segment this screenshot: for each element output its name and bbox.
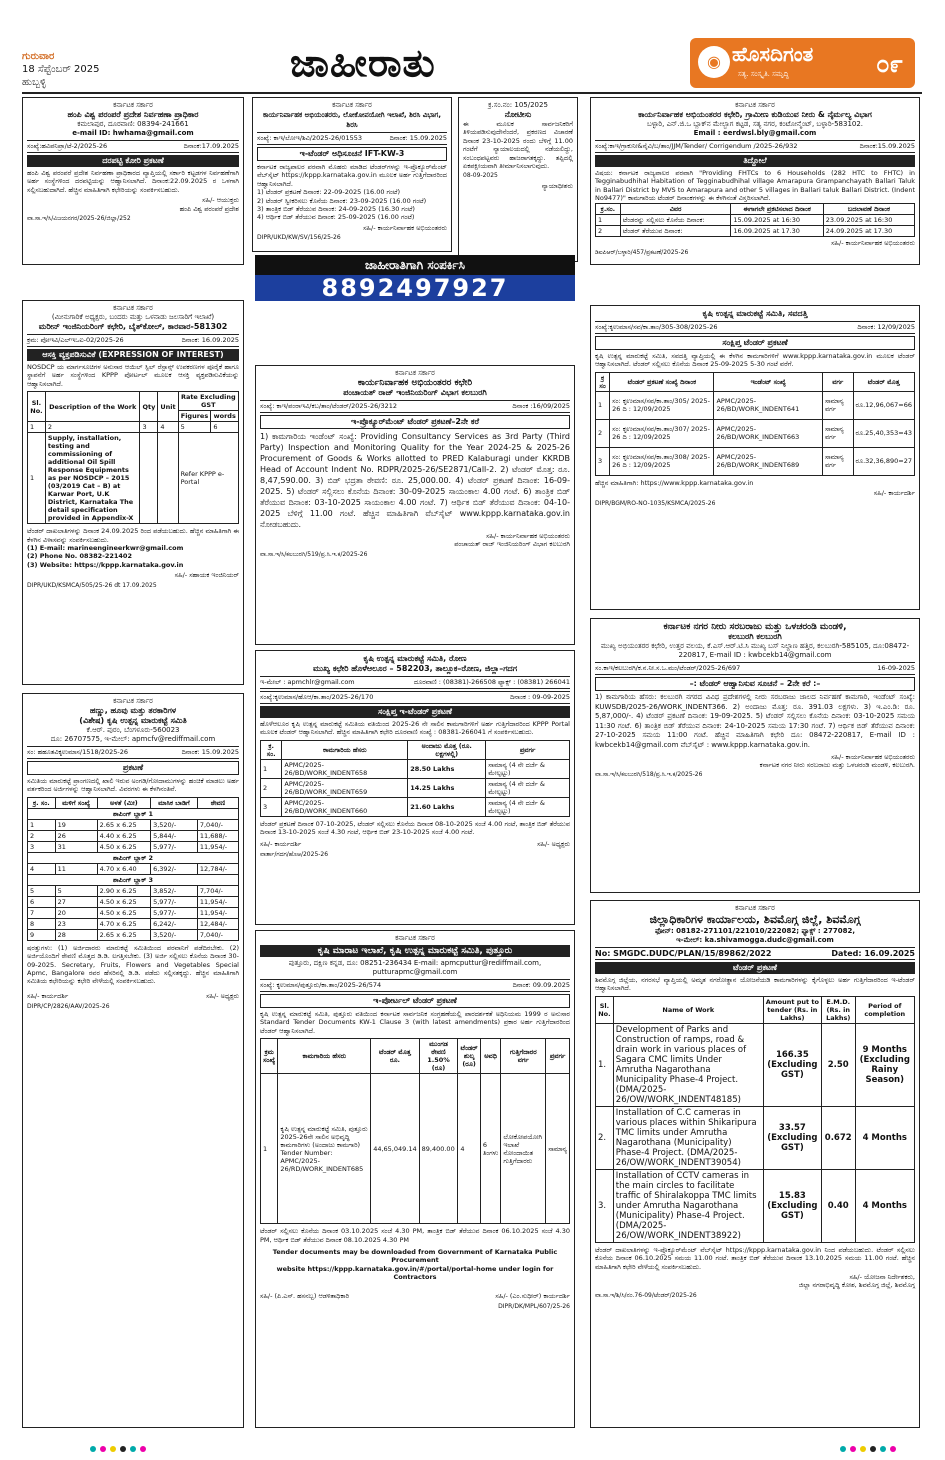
ad-body: ಕೃಷಿ ಉತ್ಪನ್ನ ಮಾರುಕಟ್ಟೆ ಸಮಿತಿ, ಪುತ್ತೂರು ವತಿಯಿಂದ ಕರ್ನಾಟಕ ಸಾರ್ವಜನಿಕ ಸಂಗ್ರಹಣೆಯಲ್ಲಿ ಪಾರದರ್ಶಕತೆ ಅಧಿನಿಯಮ 1999 ರ ಅನುಸಾರ Standard Tender Documents KW-1 Clause 3 (with latest amendments) ಪ್ರಕಾರ ಅರ್ಹ ಗುತ್ತಿಗೆದಾರರಿಂದ ಟೆಂಡರ್ ಆಹ್ವಾನಿಸಲಾಗಿದೆ. (260, 1010, 570, 1035)
ad-address: ಕಮಲಾಪುರ, ದೂರವಾಣಿ: 08394-241661 (77, 120, 189, 128)
ad-org-2: ಕಲಬುರಗಿ ಕಲಬುರಗಿ (728, 632, 782, 641)
ad-heading: ದರಪಟ್ಟಿ ಕೋರಿ ಪ್ರಕಟಣೆ (27, 155, 239, 167)
table-row: 2. Installation of C.C cameras in various places within Shikaripura TMC limits under Amrutha Nagarothana (Municipality) Phase-4 Project. (DMA/2025-26/OW/WORK_INDENT39054) 33.57 (Excluding GST) 0.672 4 Months (596, 1106, 915, 1169)
ad-footer: ವಾ.ಸಾ.ಇ/ಸಿ/ಕಲಬುರಗಿ/519/ಪ್ರ.ಸಿ.ಇ.ಕ/2025-26 (260, 550, 368, 558)
header-divider (22, 92, 922, 94)
ad-org: ಕೃಷಿ ಉತ್ಪನ್ನ ಮಾರುಕಟ್ಟೆ ಸಮಿತಿ, ರೋಣ (363, 654, 467, 663)
ad-body-2: ಟೆಂಡರ್ ದಾಖಲಾತಿಗಳನ್ನು ದಿನಾಂಕ 24.09.2025 ರಿಂದ ಪಡೆಯಬಹುದು. ಹೆಚ್ಚಿನ ಮಾಹಿತಿಗಾಗಿ ಈ ಕೆಳಗಿನ ವಿಳಾಸವನ್ನು ಸಂಪರ್ಕಿಸಬಹುದು. (27, 527, 239, 544)
ad-footer: ವಾ.ಸಾ.ಇ/ಸಿ/ಕಲಬುರಗಿ/518/ಪ್ರ.ಸಿ.ಇ.ಕ/2025-26 (595, 771, 703, 779)
gov-label: ಕರ್ನಾಟಕ ಸರ್ಕಾರ (735, 101, 775, 109)
ad-heading: ತಿದ್ದೋಲೆ (595, 155, 915, 167)
ad-heading: ಪ್ರಕಟಣೆ (27, 761, 239, 775)
ad-signature: ಸಹಿ/- ಕಾರ್ಯದರ್ಶಿ (873, 489, 915, 498)
ad-footer: DIPR/UKD/KW/SV/156/25-26 (257, 234, 341, 242)
ad-footer: DIPR/BGM/RO-NO-1035/KSMCA/2025-26 (595, 499, 716, 507)
ad-body: ಕೃಷಿ ಉತ್ಪನ್ನ ಮಾರುಕಟ್ಟೆ ಸಮಿತಿ, ಸವದತ್ತಿ ವ್ಯಾಪ್ತಿಯಲ್ಲಿ ಈ ಕೆಳಗಿನ ಕಾಮಗಾರಿಗಳಿಗೆ www.kppp.karnataka.gov.in ಮೂಲಕ ಟೆಂಡರ್ ಆಹ್ವಾನಿಸಲಾಗಿದೆ. ಟೆಂಡರ್ ಸಲ್ಲಿಸಲು ಕೊನೆಯ ದಿನಾಂಕ 25-09-2025 5-30 ಗಂಟೆ ವರೆಗೆ. (595, 352, 915, 369)
table-row: 3. Installation of CCTV cameras in the main circles to facilitate traffic of Shiralakoppa TMC limits under Amrutha Nagarothana (Municipality) Phase-4 Project. (DMA/2025-26/OW/WORK_INDENT38922) 15.83 (Excluding GST) 0.40 4 Months (596, 1169, 915, 1242)
ad-signature: ಸಹಿ/- ಕಾರ್ಯನಿರ್ವಾಹಕ ಅಭಿಯಂತರರು (831, 238, 915, 247)
gov-label: ಕರ್ನಾಟಕ ಸರ್ಕಾರ (395, 934, 435, 942)
table-row: 3 APMC/2025-26/BD/WORK_INDENT660 21.60 Lakhs ಸಾಮಾನ್ಯ (4 ನೇ ದರ್ಜೆ & ಮೇಲ್ಪಟ್ಟು) (261, 797, 570, 816)
ad-conditions: ಷರತ್ತುಗಳು: (1) ಅರ್ಜಿದಾರರು ಮಾರುಕಟ್ಟೆ ಸಮಿತಿಯಿಂದ ಪರವಾನಿಗೆ ಪಡೆದಿರಬೇಕು. (2) ಅರ್ಜಿಯೊಂದಿಗೆ ಠೇವಣಿ ಮೊತ್ತದ ಡಿ.ಡಿ. ಲಗತ್ತಿಸಬೇಕು. (3) ಅರ್ಜಿ ಸಲ್ಲಿಸಲು ಕೊನೆಯ ದಿನಾಂಕ 30-09-2025. Secretary, Fruits, Flowers and Vegetables Special Apmc, Bangalore ರವರ ಹೆಸರಿನಲ್ಲಿ ಡಿ.ಡಿ. ಪಡೆದು ಸಲ್ಲಿಸತಕ್ಕದ್ದು. ಹೆಚ್ಚಿನ ಮಾಹಿತಿಗಾಗಿ ಸಮಿತಿಯ ಕಛೇರಿಯನ್ನು ಕಛೇರಿ ವೇಳೆಯಲ್ಲಿ ಸಂಪರ್ಕಿಸಬಹುದು. (27, 943, 239, 986)
ad-signatures (260, 1292, 570, 1301)
shop-table: ಕ್ರ. ಸಂ. ಮಳಿಗೆ ಸಂಖ್ಯೆ ಅಳತೆ (ಮೀ) ಮಾಸಿಕ ಬಾಡಿಗೆ ಠೇವಣಿ ಶಾಪಿಂಗ್ ಬ್ಲಾಕ್ 1 1 19 2.65 x 6.25 3,520/- 7,040/- 2 26 4.40 x 6.25 5,844/- 11,688/- 3 31 4.50 x 6.25 5,977/- 11,954/- ಶಾಪಿಂಗ್ ಬ್ಲಾಕ್ 2 4 11 4.70 x 6.40 6,392/- 12,784/- ಶಾಪಿಂಗ್ ಬ್ಲಾಕ್ 3 5 5 2.90 x 6.25 3,852/- 7,704/- 6 27 4.50 x 6.25 5,977/- 11,954/- 7 20 4.50 x 6.25 5,977/- 11,954/- 8 23 4.70 x 6.25 6,242/- 12,484/- 9 28 2.65 x 6.25 3,520/- 7,040/- (27, 797, 239, 941)
ad-body: ವಿಷಯ: ಕರ್ನಾಟಕ ರಾಜ್ಯಪಾಲರ ಪರವಾಗಿ "Providing FHTCs to 6 Households (282 HTC to FHTC) in Tegginabudhihal Habitation of Tegginabudhihal village Amarapura Grampanchayath Ballari Taluk in Ballari District by MVS to Amarapura and other 5 villages in Ballari taluk Ballari District. (Indent No9477)" ಕಾಮಗಾರಿಯ ಟೆಂಡರ್ ದಿನಾಂಕಗಳನ್ನು ಈ ಕೆಳಗಿನಂತೆ ವಿಸ್ತರಿಸಲಾಗಿದೆ. (595, 169, 915, 203)
gov-label: ಕರ್ನಾಟಕ ಸರ್ಕಾರ (113, 697, 153, 705)
ad-fruits-apmc (22, 693, 244, 1428)
corrigendum-table: ಕ್ರ.ಸಂ. ವಿವರ ಈಗಾಗಲೇ ಪ್ರಕಟಿಸಲಾದ ದಿನಾಂಕ ಬದಲಾವಣೆ ದಿನಾಂಕ 1 ಟೆಂಡರನ್ನು ಸಲ್ಲಿಸಲು ಕೊನೆಯ ದಿನಾಂಕ: 15.09.2025 at 16:30 23.09.2025 at 16:30 2 ಟೆಂಡರ್ ತೆರೆಯುವ ದಿನಾಂಕ: 16.09.2025 at 17.30 24.09.2025 at 17.30 (595, 203, 915, 237)
ad-address: ಪುತ್ತೂರು, ದಕ್ಷಿಣ ಕನ್ನಡ, ದೂ: 08251-236434 E-mail: apmcputtur@rediffmail.com, putturapmc@gmail.com (288, 959, 542, 976)
ad-ballari-corrigendum (590, 97, 920, 265)
ad-body: ಹೊಳೆಆಲೂರ ಕೃಷಿ ಉತ್ಪನ್ನ ಮಾರುಕಟ್ಟೆ ಸಮಿತಿಯ ವತಿಯಿಂದ 2025-26 ನೇ ಸಾಲಿನ ಕಾಮಗಾರಿಗಳಿಗೆ ಅರ್ಹ ಗುತ್ತಿಗೆದಾರರಿಂದ KPPP Portal ಮೂಲಕ ಟೆಂಡರ್ ಆಹ್ವಾನಿಸಲಾಗಿದೆ. ಹೆಚ್ಚಿನ ಮಾಹಿತಿಗಾಗಿ ಕಛೇರಿ ದೂರವಾಣಿ ಸಂಖ್ಯೆ : 08381-266041 ಗೆ ಸಂಪರ್ಕಿಸಬಹುದು. (260, 720, 570, 737)
signature-left: ಸಹಿ/- (ಪಿ.ಎಸ್. ಹಸನಬ್ಬ) ಆಡಳಿತಾಧಿಕಾರಿ (260, 1291, 350, 1300)
ad-ref: ಸಂಖ್ಯೆ: ಕೃಉಮಾಸ/ಪುತ್ತೂರು/ಕಾ.ತಾಂ/2025-26/574 ದಿನಾಂಕ: 09.09.2025 (260, 979, 570, 992)
eoi-table: Sl. No. Description of the Work Qty Unit Rate Excluding GST Figures words 1 2 3 4 5 6 1 Supply, installation, testing and commissioning of additional Oil Spill Response Equipments as per NOSDCP – 2015 (03/2019 Cat – B) at Karwar Port, U.K District, Karnataka The detail specification provided in Appendix-X Refer KPPP e-Portal (27, 391, 239, 524)
ad-signature: ಸಹಿ/- ಯೋಜನಾ ನಿರ್ದೇಶಕರು, ಜಿಲ್ಲಾ ನಗರಾಭಿವೃದ್ಧಿ ಕೋಶ, ಶಿವಮೊಗ್ಗ ಜಿಲ್ಲೆ, ಶಿವಮೊಗ್ಗ (798, 1273, 915, 1290)
ad-email: e-mail ID: hwhama@gmail.com (72, 129, 194, 137)
ad-savadatti-apmc (590, 305, 920, 610)
ad-signature: ಸಹಿ/- ಕಾರ್ಯನಿರ್ವಾಹಕ ಅಭಿಯಂತರರು (363, 223, 447, 232)
ad-org: ಕಾರ್ಯನಿರ್ವಾಹಕ ಅಭಿಯಂತರರು, ಲೋಕೋಪಯೋಗಿ ಇಲಾಖೆ, ಶಿರಸಿ ವಿಭಾಗ, ಶಿರಸಿ (262, 111, 442, 129)
ad-hampi (22, 97, 244, 265)
ad-body: NOSDCP ಯ ಮಾರ್ಗಸೂಚಿಗಳ ಅನುಸಾರ ಆಯಿಲ್ ಸ್ಪಿಲ್ ರೆಸ್ಪಾನ್ಸ್ ಉಪಕರಣಗಳ ಪೂರೈಕೆ ಹಾಗೂ ಸ್ಥಾಪನೆಗೆ ಅರ್ಹ ಸಂಸ್ಥೆಗಳಿಂದ KPPP ಪೋರ್ಟಲ್ ಮೂಲಕ ಆಸಕ್ತಿ ವ್ಯಕ್ತಪಡಿಸುವಿಕೆಯನ್ನು ಆಹ್ವಾನಿಸಲಾಗಿದೆ. (27, 363, 239, 388)
header-day: ಗುರುವಾರ (22, 51, 55, 62)
ad-ref: ಕ್ರಮ: ಪೋಇವಿ/ಎಲ್‌ಇಒಐ-02/2025-26 ದಿನಾಂಕ: 16.09.2025 (27, 334, 239, 347)
gov-label: ಕರ್ನಾಟಕ ಸರ್ಕಾರ (395, 369, 435, 377)
ad-body: 1) ಕಾಮಗಾರಿಯ ಹೆಸರು: ಕಲಬುರಗಿ ನಗರದ ವಿವಿಧ ಪ್ರದೇಶಗಳಲ್ಲಿ ನೀರು ಸರಬರಾಜು ಜಾಲದ ನಿರ್ವಹಣೆ ಕಾಮಗಾರಿ, ಇಂಡೆಂಟ್ ಸಂಖ್ಯೆ: KUWSDB/2025-26/WORK_INDENT366. 2) ಅಂದಾಜು ಮೊತ್ತ: ರೂ. 391.03 ಲಕ್ಷಗಳು. 3) ಇ.ಎಂ.ಡಿ: ರೂ. 5,87,000/-. 4) ಟೆಂಡರ್ ಪ್ರಕಟಣೆ ದಿನಾಂಕ: 19-09-2025. 5) ಟೆಂಡರ್ ಸಲ್ಲಿಸಲು ಕೊನೆಯ ದಿನಾಂಕ: 03-10-2025 ಸಮಯ 11:30 ಗಂಟೆ. 6) ತಾಂತ್ರಿಕ ಬಿಡ್ ತೆರೆಯುವ ದಿನಾಂಕ: 24-10-2025 ಸಮಯ 17:30 ಗಂಟೆ. 7) ಆರ್ಥಿಕ ಬಿಡ್ ತೆರೆಯುವ ದಿನಾಂಕ: 27-10-2025 ಸಮಯ 11:00 ಗಂಟೆ. ಹೆಚ್ಚಿನ ಮಾಹಿತಿಗಾಗಿ ಕಛೇರಿ ದೂ: 08472-220817, E-mail ID : kwbcekb14@gmail.com ವೆಬ್‌ಸೈಟ್ : www.kppp.karnataka.gov.in. (595, 693, 915, 749)
ad-address: ಮುಖ್ಯ ಅಭಿಯಂತರರ ಕಛೇರಿ, ಉತ್ತರ ವಲಯ, ಕೆ.ಎಸ್.ಆರ್.ಟಿ.ಸಿ ಮುಖ್ಯ ಬಸ್ ನಿಲ್ದಾಣ ಹತ್ತಿರ, ಕಲಬುರಗಿ-585105, ದೂ:08472-220817, E-mail ID : kwbcekb14@gmail.com (600, 642, 910, 659)
table-row: 2 ಟೆಂಡರ್ ತೆರೆಯುವ ದಿನಾಂಕ: 16.09.2025 at 17.30 24.09.2025 at 17.30 (596, 225, 915, 236)
ad-kalaburagi-pred (255, 365, 575, 645)
ad-signatures (27, 992, 239, 1001)
ad-date-1: 1) ಟೆಂಡರ್ ಪ್ರಕಟಣೆ ದಿನಾಂಕ: 22-09-2025 (16.00 ಗಂಟೆ) (257, 188, 400, 197)
signature-left: ಸಹಿ/- ಕಾರ್ಯದರ್ಶಿ (260, 839, 302, 848)
header-dateline (22, 50, 102, 89)
ad-phone: ದೂ: 26707575, ಇ-ಮೇಲ್: apmcfv@rediffmail.com (50, 735, 216, 743)
ad-kuwsdb-kalaburagi (590, 618, 920, 893)
ad-signature: ಸಹಿ/- ಆಯುಕ್ತರು ಹಂಪಿ ವಿಶ್ವ ಪರಂಪರೆ ಪ್ರದೇಶ (179, 196, 239, 213)
gov-label: ಕರ್ನಾಟಕ ಸರ್ಕಾರ (735, 904, 775, 912)
table-row: 8 23 4.70 x 6.25 6,242/- 12,484/- (28, 918, 239, 929)
table-row: 1 19 2.65 x 6.25 3,520/- 7,040/- (28, 819, 239, 830)
tender-table: ಕ್ರಮ ಸಂಖ್ಯೆ ಕಾಮಗಾರಿಯ ಹೆಸರು ಟೆಂಡರ್ ಮೊತ್ತ ರೂ. ಮುಂಗಡ ಠೇವಣಿ 1.50% (ರೂ) ಟೆಂಡರ್ ಶುಲ್ಕ (ರೂ) ಅವಧಿ ಗುತ್ತಿಗೆದಾರರ ವರ್ಗ ಪ್ರವರ್ಗ 1 ಕೃಷಿ ಉತ್ಪನ್ನ ಮಾರುಕಟ್ಟೆ ಸಮಿತಿ, ಪುತ್ತೂರು 2025-26ನೇ ಸಾಲಿನ ಅಭಿವೃದ್ಧಿ ಕಾಮಗಾರಿಗಳು (ಅಂದಾಜು ಕಾಮಗಾರಿ) Tender Number: APMC/2025-26/RD/WORK_INDENT685 44,65,049.14 89,400.00 4 6 ತಿಂಗಳು ಲೋಕೋಪಯೋಗಿ ಇಲಾಖೆ ನೋಂದಾಯಿತ ಗುತ್ತಿಗೆದಾರರು ಸಾಮಾನ್ಯ (260, 1038, 570, 1224)
table-row: 3 ಸಂ: ಕೃಉಮಾಸ/ಸವ/ಕಾ.ತಾಂ/308/ 2025-26 ದಿ : 12/09/2025 APMC/2025-26/BD/WORK_INDENT689 ಸಾಮಾನ್ಯ ವರ್ಗ ರೂ.32,36,890=27 (596, 447, 915, 475)
ad-org: ಕಾರ್ಯನಿರ್ವಾಹಕ ಅಭಿಯಂತರರ ಕಛೇರಿ, ಗ್ರಾಮೀಣ ಕುಡಿಯುವ ನೀರು & ನೈರ್ಮಲ್ಯ ವಿಭಾಗ (638, 110, 872, 119)
ad-footer: DIPR/UKD/KSMCA/505/25-26 dt 17.09.2025 (27, 581, 157, 589)
signature-right: ಸಹಿ/- (ಎಂ.ಸುಧೀರ್) ಕಾರ್ಯದರ್ಶಿ (495, 1291, 570, 1300)
ad-web-line-2: website https://kppp.karnataka.gov.in/#/portal/portal-home under login for Contractors (276, 1264, 554, 1282)
contact-email: (1) E-mail: marineengineerkwr@gmail.com (27, 544, 184, 553)
ad-address: ಬಳ್ಳಾರಿ, ಎನ್.ಜಿ.ಒ ಬ್ಲಾಕ್‌ನ ಮೇಲ್ಭಾಗ ಕಟ್ಟಡ, ಸತ್ಯ ನಗರ, ಕಂಟೋನ್ಮೆಂಟ್, ಬಳ್ಳಾರಿ-583102. (646, 120, 864, 128)
ad-body: ಹಂಪಿ ವಿಶ್ವ ಪರಂಪರೆ ಪ್ರದೇಶ ನಿರ್ವಹಣಾ ಪ್ರಾಧಿಕಾರದ ವ್ಯಾಪ್ತಿಯಲ್ಲಿ ಸರ್ಕಾರಿ ಕಟ್ಟಡಗಳ ನಿರ್ವಹಣೆಗಾಗಿ ಅರ್ಹ ಸಂಸ್ಥೆಗಳಿಂದ ದರಪಟ್ಟಿಯನ್ನು ಆಹ್ವಾನಿಸಲಾಗಿದೆ. ದಿನಾಂಕ:22.09.2025 ರ ಒಳಗಾಗಿ ಸಲ್ಲಿಸಬಹುದಾಗಿದೆ. ಹೆಚ್ಚಿನ ಮಾಹಿತಿಗಾಗಿ ಕಛೇರಿಯನ್ನು ಸಂಪರ್ಕಿಸಬಹುದು. (27, 169, 239, 194)
ad-org: (ಮೀನುಗಾರಿಕೆ ಅಧ್ಯಕ್ಷರು, ಬಂದರು ಮತ್ತು ಒಳನಾಡು ಜಲಸಾರಿಗೆ ಇಲಾಖೆ) (51, 313, 215, 321)
ad-ref: ಸಂಖ್ಯೆ:ಕಾಇ/ಗ್ರಾಕುನೀ&ನೈವಿ/ಬ/ತಾಂ/JJM/Tender/ Corrigendum /2025-26/932 ದಿನಾಂಕ:15.09.2025 (595, 140, 915, 153)
ad-org-address: ಮರೀನ್ ಇಂಜಿನಿಯರಿಂಗ್ ಕಛೇರಿ, ಬೈತ್‌ಕೋಲ್, ಕಾರವಾರ-581302 (38, 322, 228, 331)
ad-body: ಸಮಿತಿಯ ಮಾರುಕಟ್ಟೆ ಪ್ರಾಂಗಣದಲ್ಲಿ ಖಾಲಿ ಇರುವ ಅಂಗಡಿ/ಗೋದಾಮುಗಳನ್ನು ಹಂಚಿಕೆ ಮಾಡಲು ಅರ್ಹ ವರ್ತಕರಿಂದ ಅರ್ಜಿಗಳನ್ನು ಆಹ್ವಾನಿಸಲಾಗಿದೆ. ವಿವರಗಳು ಈ ಕೆಳಗಿನಂತಿವೆ. (27, 777, 239, 794)
ad-ref: ಸಂ: ಹಹೂತವಿಕೃಉಮಾಸ/1518/2025-26 ದಿನಾಂಕ: 15.09.2025 (27, 746, 239, 759)
ad-heading: ಇ-ಪ್ರೊಕ್ಯೂರ್‌ಮೆಂಟ್ ಟೆಂಡರ್ ಪ್ರಕಟಣೆ–2ನೇ ಕರೆ (260, 415, 570, 429)
ad-org: ಕೃಷಿ ಉತ್ಪನ್ನ ಮಾರುಕಟ್ಟೆ ಸಮಿತಿ, ಸವದತ್ತಿ (702, 309, 808, 318)
ad-org-2: (ವಿಶೇಷ) ಕೃಷಿ ಉತ್ಪನ್ನ ಮಾರುಕಟ್ಟೆ ಸಮಿತಿ (79, 716, 187, 725)
ad-footer: DIPR/DK/MPL/607/25-26 (498, 1302, 570, 1310)
table-row: 2 APMC/2025-26/BD/WORK_INDENT659 14.25 Lakhs ಸಾಮಾನ್ಯ (4 ನೇ ದರ್ಜೆ & ಮೇಲ್ಪಟ್ಟು) (261, 778, 570, 797)
ad-ref: ಸಂಖ್ಯೆ: ಕಾಇ/ಪಂರಾಇವಿ/ಕಬ/ತಾಂ/ಟೆಂಡರ್/2025-26/3212 ದಿನಾಂಕ :16/09/2025 (260, 400, 570, 413)
ad-org-2: ಪಂಚಾಯತ್ ರಾಜ್ ಇಂಜಿನಿಯರಿಂಗ್ ವಿಭಾಗ ಕಲಬುರಗಿ (343, 388, 487, 397)
ad-org: ಹಣ್ಣು, ಹೂವು ಮತ್ತು ತರಕಾರಿಗಳ (89, 706, 177, 715)
table-row: 1 ಸಂ: ಕೃಉಮಾಸ/ಸವ/ಕಾ.ತಾಂ/305/ 2025-26 ದಿ : 12/09/2025 APMC/2025-26/BD/WORK_INDENT641 ಸಾಮಾನ್ಯ ವರ್ಗ ರೂ.12,96,067=66 (596, 391, 915, 419)
ad-phone: ಫೋನ್: 08182-271101/221010/222082; ಫ್ಯಾಕ್ಸ್ : 277082, (654, 927, 856, 935)
works-table: Sl. No. Name of Work Amount put to tender (Rs. in Lakhs) E.M.D. (Rs. in Lakhs) Period of completion 1. Development of Parks and Construction of ramps, road & drain work in various places of Sagara CMC limits Under Amrutha Nagarothana Municipality Phase-4 Project. (DMA/2025-26/OW/WORK_INDENT48185) 166.35 (Excluding GST) 2.50 9 Months (Excluding Rainy Season) 2. Installation of C.C cameras in various places within Shikaripura TMC limits under Amrutha Nagarothana (Municipality) Phase-4 Project. (DMA/2025-26/OW/WORK_INDENT39054) 33.57 (Excluding GST) 0.672 4 Months 3. Installation of CCTV cameras in the main circles to facilitate traffic of Shiralakoppa TMC limits under Amrutha Nagarothana (Municipality) Phase-4 Project. (DMA/2025-26/OW/WORK_INDENT38922) 15.83 (Excluding GST) 0.40 4 Months (595, 996, 915, 1243)
page-number: ೦೯ (876, 50, 903, 78)
ad-footer: ವಾರ್ತಾ/ಗದಗ/ಹೊಆ/2025-26 (260, 850, 329, 858)
ad-ron-apmc (255, 650, 575, 925)
ad-heading: ಇ-ಪೋರ್ಟಲ್ ಟೆಂಡರ್ ಪ್ರಕಟಣೆ (260, 994, 570, 1008)
ad-pwd-sirsi (252, 97, 452, 252)
page-title: ಜಾಹೀರಾತು (290, 40, 436, 85)
table-row: 1 ಕೃಷಿ ಉತ್ಪನ್ನ ಮಾರುಕಟ್ಟೆ ಸಮಿತಿ, ಪುತ್ತೂರು 2025-26ನೇ ಸಾಲಿನ ಅಭಿವೃದ್ಧಿ ಕಾಮಗಾರಿಗಳು (ಅಂದಾಜು ಕಾಮಗಾರಿ) Tender Number: APMC/2025-26/RD/WORK_INDENT685 44,65,049.14 89,400.00 4 6 ತಿಂಗಳು ಲೋಕೋಪಯೋಗಿ ಇಲಾಖೆ ನೋಂದಾಯಿತ ಗುತ್ತಿಗೆದಾರರು ಸಾಮಾನ್ಯ (261, 1074, 570, 1224)
ad-footer: ವಾ.ಸಾ.ಇ/ಶಿ/ಸಿ/ನಂ.76-09/ಟೆಂಡರ್/2025-26 (595, 1291, 697, 1299)
newspaper-logo (690, 38, 915, 88)
ad-ref: ಸಂಖ್ಯೆ: ಕಾಇ/ಲೋಇ/ಶಿವಿ/2025-26/01553 ದಿನಾಂಕ: 15.09.2025 (257, 132, 447, 145)
ad-puttur-apmc (255, 930, 575, 1428)
ad-footer: DIPR/CP/2826/AAV/2025-26 (27, 1002, 110, 1010)
table-row: 1 ಟೆಂಡರನ್ನು ಸಲ್ಲಿಸಲು ಕೊನೆಯ ದಿನಾಂಕ: 15.09.2025 at 16:30 23.09.2025 at 16:30 (596, 214, 915, 225)
ad-ref: ಸಂಖ್ಯೆ:ಕೃಉಮಾಸ/ಹೊಆ/ಕಾ.ತಾಂ/2025-26/170 ದಿನಾಂಕ : 09-09-2025 (260, 691, 570, 704)
table-row: 7 20 4.50 x 6.25 5,977/- 11,954/- (28, 907, 239, 918)
ad-contact-number: 8892497927 (255, 275, 575, 301)
signature-right: ಸಹಿ/- ಅಧ್ಯಕ್ಷರು (537, 839, 570, 848)
contact-website: (3) Website: https://kppp.karnataka.gov.in (27, 560, 184, 569)
contact-phone: (2) Phone No. 08382-221402 (27, 552, 132, 561)
ad-ref: ಸಂ.ಕಾಇ/ಕಲಬುರಗಿ/ಕ.ನ.ನೀ.ಸ.ಒ.ಮಂ/ಟೆಂಡರ್/2025-26/697 16-09-2025 (595, 662, 915, 675)
ad-signature: ನ್ಯಾಯಾಧೀಶರು (541, 182, 573, 191)
ad-contact: ಇ-ಮೇಲ್ : apmchlr@gmail.com ದೂರವಾಣಿ : (08381)-266508 ಫ್ಯಾಕ್ಸ್ : (08381) 266041 (260, 676, 570, 689)
ad-footer: ಡಿಐಪಿಆರ್/ಬಳ್ಳಾರಿ/457/ಪ್ರಕಟಣೆ/2025-26 (595, 249, 689, 257)
table-row: 3 31 4.50 x 6.25 5,977/- 11,954/- (28, 841, 239, 852)
ad-org: ಕಾರ್ಯನಿರ್ವಾಹಕ ಅಭಿಯಂತರರ ಕಛೇರಿ (357, 378, 473, 388)
tender-table: ಕ್ರ ಸಂ ಟೆಂಡರ್ ಪ್ರಕಟಣೆ ಸಂಖ್ಯೆ ದಿನಾಂಕ ಇಂಡೆಂಟ್ ಸಂಖ್ಯೆ ವರ್ಗ ಟೆಂಡರ್ ಮೊತ್ತ 1 ಸಂ: ಕೃಉಮಾಸ/ಸವ/ಕಾ.ತಾಂ/305/ 2025-26 ದಿ : 12/09/2025 APMC/2025-26/BD/WORK_INDENT641 ಸಾಮಾನ್ಯ ವರ್ಗ ರೂ.12,96,067=66 2 ಸಂ: ಕೃಉಮಾಸ/ಸವ/ಕಾ.ತಾಂ/307/ 2025-26 ದಿ : 12/09/2025 APMC/2025-26/BD/WORK_INDENT663 ಸಾಮಾನ್ಯ ವರ್ಗ ರೂ.25,40,353=43 3 ಸಂ: ಕೃಉಮಾಸ/ಸವ/ಕಾ.ತಾಂ/308/ 2025-26 ದಿ : 12/09/2025 APMC/2025-26/BD/WORK_INDENT689 ಸಾಮಾನ್ಯ ವರ್ಗ ರೂ.32,36,890=27 (595, 372, 915, 476)
ad-footer: ವಾ.ಸಾ.ಇ/ಸಿ/ವಿಜಯನಗರ/2025-26/ಜಿಲ್ಲಾ/252 (27, 215, 131, 223)
gov-label: ಕರ್ನಾಟಕ ಸರ್ಕಾರ (332, 101, 372, 109)
ad-dates: ಟೆಂಡರ್ ಸಲ್ಲಿಸಲು ಕೊನೆಯ ದಿನಾಂಕ 03.10.2025 ಸಂಜೆ 4.30 PM, ತಾಂತ್ರಿಕ ಬಿಡ್ ತೆರೆಯುವ ದಿನಾಂಕ 06.10.2025 ಸಂಜೆ 4.30 PM, ಆರ್ಥಿಕ ಬಿಡ್ ತೆರೆಯುವ ದಿನಾಂಕ 08.10.2025 4.30 PM (260, 1227, 570, 1244)
ad-dates: ಟೆಂಡರ್ ಪ್ರಕಟಣೆ ದಿನಾಂಕ 07-10-2025, ಟೆಂಡರ್ ಸಲ್ಲಿಸಲು ಕೊನೆಯ ದಿನಾಂಕ 08-10-2025 ಸಂಜೆ 4.00 ಗಂಟೆ, ತಾಂತ್ರಿಕ ಬಿಡ್ ತೆರೆಯುವ ದಿನಾಂಕ 13-10-2025 ಸಂಜೆ 4.30 ಗಂಟೆ, ಆರ್ಥಿಕ ಬಿಡ್ 23-10-2025 ಸಂಜೆ 4.00 ಗಂಟೆ. (260, 819, 570, 837)
table-row: 1. Development of Parks and Construction of ramps, road & drain work in various places of Sagara CMC limits Under Amrutha Nagarothana Municipality Phase-4 Project. (DMA/2025-26/OW/WORK_INDENT48185) 166.35 (Excluding GST) 2.50 9 Months (Excluding Rainy Season) (596, 1023, 915, 1106)
registration-marks-right (840, 1446, 896, 1452)
ad-heading: ಸಂಕ್ಷಿಪ್ತ ಟೆಂಡರ್ ಪ್ರಕಟಣೆ (595, 336, 915, 350)
registration-marks-left (90, 1446, 146, 1452)
table-row: 9 28 2.65 x 6.25 3,520/- 7,040/- (28, 929, 239, 940)
ad-signature: ಸಹಿ/- ಸಹಾಯಕ ಇಂಜಿನಿಯರ್ (174, 571, 239, 580)
table-row: 5 5 2.90 x 6.25 3,852/- 7,704/- (28, 885, 239, 896)
ad-web-line-1: Tender documents may be downloaded from Government of Karnataka Public Procurement (272, 1248, 558, 1265)
ad-body: ಕರ್ನಾಟಕ ರಾಜ್ಯಪಾಲರ ಪರವಾಗಿ ಮೊಹರು ಮಾಡಿದ ಟೆಂಡರ್‌ಗಳನ್ನು ಇ-ಪ್ರೊಕ್ಯೂರ್‌ಮೆಂಟ್ ವೆಬ್‌ಸೈಟ್ https://kppp.karnataka.gov.in ಮೂಲಕ ಅರ್ಹ ಗುತ್ತಿಗೆದಾರರಿಂದ ಆಹ್ವಾನಿಸಲಾಗಿದೆ. (257, 163, 447, 188)
ad-org-2: ಮುಖ್ಯ ಕಛೇರಿ ಹೊಳೆಆಲೂರ – 582203, ತಾಲ್ಲೂಕ–ರೋಣ, ಜಿಲ್ಲಾ–ಗದಗ (312, 664, 518, 673)
ad-shivamogga-dc (590, 900, 920, 1428)
ad-date-4: 4) ಆರ್ಥಿಕ ಬಿಡ್ ತೆರೆಯುವ ದಿನಾಂಕ: 25-09-2025 (16.00 ಗಂಟೆ) (257, 213, 415, 222)
table-row: 2 26 4.40 x 6.25 5,844/- 11,688/- (28, 830, 239, 841)
table-row: 1 APMC/2025-26/BD/WORK_INDENT658 28.50 Lakhs ಸಾಮಾನ್ಯ (4 ನೇ ದರ್ಜೆ & ಮೇಲ್ಪಟ್ಟು) (261, 759, 570, 778)
ad-body: ಶಿವಮೊಗ್ಗ ಜಿಲ್ಲೆಯ, ನಗರಸಭೆ ವ್ಯಾಪ್ತಿಯಲ್ಲಿ ಅಮೃತ ನಗರೋತ್ಥಾನ ಯೋಜನೆಯಡಿ ಕಾಮಗಾರಿಗಳನ್ನು ಕೈಗೊಳ್ಳಲು ಅರ್ಹ ಗುತ್ತಿಗೆದಾರರಿಂದ ಇ-ಟೆಂಡರ್ ಆಹ್ವಾನಿಸಲಾಗಿದೆ. (595, 976, 915, 993)
ad-website: ಹೆಚ್ಚಿನ ಮಾಹಿತಿಗಾಗಿ: https://www.kppp.karnataka.gov.in (595, 478, 754, 487)
ad-date-2: 2) ಟೆಂಡರ್ ಸ್ವೀಕರಿಸಲು ಕೊನೆಯ ದಿನಾಂಕ: 23-09-2025 (16.00 ಗಂಟೆ) (257, 196, 427, 205)
ad-org: ಕರ್ನಾಟಕ ನಗರ ನೀರು ಸರಬರಾಜು ಮತ್ತು ಒಳಚರಂಡಿ ಮಂಡಳಿ, (663, 622, 847, 632)
logo-tagline: ಸತ್ಯ. ಸಂಸ್ಕೃತಿ. ಸಮೃದ್ಧಿ (738, 70, 789, 78)
ad-org: ಜಿಲ್ಲಾಧಿಕಾರಿಗಳ ಕಾರ್ಯಾಲಯ, ಶಿವಮೊಗ್ಗ ಜಿಲ್ಲೆ, ಶಿವಮೊಗ್ಗ (649, 913, 861, 926)
ad-org: ಕೃಷಿ ಮಾರಾಟ ಇಲಾಖೆ, ಕೃಷಿ ಉತ್ಪನ್ನ ಮಾರುಕಟ್ಟೆ ಸಮಿತಿ, ಪುತ್ತೂರು (260, 945, 570, 957)
ad-heading: ಆಸಕ್ತಿ ವ್ಯಕ್ತಪಡಿಸುವಿಕೆ (EXPRESSION OF INTEREST) (27, 349, 239, 361)
header-date: 18 ಸೆಪ್ಟೆಂಬರ್ 2025 (22, 64, 100, 75)
lamp-icon: ◉ (698, 46, 730, 78)
ad-date: 08-09-2025 (463, 172, 498, 180)
ad-email: ಇ-ಮೇಲ್: ka.shivamogga.dudc@gmail.com (676, 936, 834, 944)
logo-name: ಹೊಸದಿಗಂತ (732, 42, 814, 66)
ad-email: Email : eerdwsl.bly@gmail.com (693, 129, 817, 137)
ad-ref: No: SMGDC.DUDC/PLAN/15/89862/2022 Dated: 16.09.2025 (595, 949, 915, 958)
ad-heading: ಇ-ಟೆಂಡರ್ ಅಧಿಸೂಚನೆ IFT-KW-3 (257, 147, 447, 161)
table-row: 4 11 4.70 x 6.40 6,392/- 12,784/- (28, 863, 239, 874)
signature-left: ಸಹಿ/- ಕಾರ್ಯದರ್ಶಿ (27, 991, 69, 1000)
ad-ref: ಕ್ರ.ಸಂ.ನಂ: 105/2025 (488, 101, 548, 109)
ad-heading: ಸಂಕ್ಷಿಪ್ತ ಇ-ಟೆಂಡರ್ ಪ್ರಕಟಣೆ (260, 706, 570, 718)
ad-ref: ಸಂಖ್ಯೆ:ಕೃಉಮಾಸ/ಸವ/ಕಾ.ತಾಂ/305-308/2025-26 ದಿನಾಂಕ: 12/09/2025 (595, 321, 915, 334)
gov-label: ಕರ್ನಾಟಕ ಸರ್ಕಾರ (113, 101, 153, 109)
ad-body: 1) ಕಾಮಗಾರಿಯ ಇಂಡೆಂಟ್ ಸಂಖ್ಯೆ: Providing Consultancy Services as 3rd Party (Third Party) Inspection and Monitoring Quality for the Year 2024-25 & 2025-26 Procurement of Goods & Works allotted to PRED Kalaburagi under KKRDB Head of Account Indent No. RDPR/2025-26/SE2871/Call-2. 2) ಟೆಂಡರ್ ಮೊತ್ತ: ರೂ. 8,47,590.00. 3) ಬಿಡ್ ಭದ್ರತಾ ಠೇವಣಿ: ರೂ. 25,000.00. 4) ಟೆಂಡರ್ ಪ್ರಕಟಣೆ ದಿನಾಂಕ: 16-09-2025. 5) ಟೆಂಡರ್ ಸಲ್ಲಿಸಲು ಕೊನೆಯ ದಿನಾಂಕ: 30-09-2025 ಸಾಯಂಕಾಲ 4.00 ಗಂಟೆ. 6) ತಾಂತ್ರಿಕ ಬಿಡ್ ತೆರೆಯುವ ದಿನಾಂಕ: 03-10-2025 ಸಾಯಂಕಾಲ 4.00 ಗಂಟೆ. 7) ಆರ್ಥಿಕ ಬಿಡ್ ತೆರೆಯುವ ದಿನಾಂಕ: 04-10-2025 ಬೆಳಿಗ್ಗೆ 11.00 ಗಂಟೆ. ಹೆಚ್ಚಿನ ಮಾಹಿತಿಗಾಗಿ ವೆಬ್‌ಸೈಟ್ www.kppp.karnataka.gov.in ನೋಡಬಹುದು. (260, 432, 570, 529)
ad-karwar-eoi (22, 300, 244, 685)
ad-heading: ಟೆಂಡರ್ ಪ್ರಕಟಣೆ (595, 962, 915, 974)
ad-signatures (260, 840, 570, 849)
gov-label: ಕರ್ನಾಟಕ ಸರ್ಕಾರ (113, 304, 153, 312)
work-table: ಕ್ರ. ಸಂ. ಕಾಮಗಾರಿಯ ಹೆಸರು ಅಂದಾಜು ಮೊತ್ತ (ರೂ. ಲಕ್ಷಗಳಲ್ಲಿ) ಪ್ರವರ್ಗ 1 APMC/2025-26/BD/WORK_INDENT658 28.50 Lakhs ಸಾಮಾನ್ಯ (4 ನೇ ದರ್ಜೆ & ಮೇಲ್ಪಟ್ಟು) 2 APMC/2025-26/BD/WORK_INDENT659 14.25 Lakhs ಸಾಮಾನ್ಯ (4 ನೇ ದರ್ಜೆ & ಮೇಲ್ಪಟ್ಟು) 3 APMC/2025-26/BD/WORK_INDENT660 21.60 Lakhs ಸಾಮಾನ್ಯ (4 ನೇ ದರ್ಜೆ & ಮೇಲ್ಪಟ್ಟು) (260, 740, 570, 817)
ad-signature: ಸಹಿ/- ಕಾರ್ಯನಿರ್ವಾಹಕ ಅಭಿಯಂತರರು ಪಂಚಾಯತ್ ರಾಜ್ ಇಂಜಿನಿಯರಿಂಗ್ ವಿಭಾಗ ಕಲಬುರಗಿ (454, 532, 570, 549)
table-row: 1 Supply, installation, testing and commissioning of additional Oil Spill Response Equipments as per NOSDCP – 2015 (03/2019 Cat – B) at Karwar Port, U.K District, Karnataka The detail specification provided in Appendix-X Refer KPPP e-Portal (28, 433, 239, 524)
ad-body-2: ಟೆಂಡರ್ ದಾಖಲಾತಿಗಳನ್ನು ಇ-ಪ್ರೊಕ್ಯೂರ್‌ಮೆಂಟ್ ವೆಬ್‌ಸೈಟ್ https://kppp.karnataka.gov.in ನಿಂದ ಪಡೆಯಬಹುದು. ಟೆಂಡರ್ ಸಲ್ಲಿಸಲು ಕೊನೆಯ ದಿನಾಂಕ 06.10.2025 ಸಮಯ 11.00 ಗಂಟೆ. ತಾಂತ್ರಿಕ ಬಿಡ್ ತೆರೆಯುವ ದಿನಾಂಕ 13.10.2025 ಸಮಯ 11.00 ಗಂಟೆ. ಹೆಚ್ಚಿನ ಮಾಹಿತಿಗಾಗಿ ಕಛೇರಿ ವೇಳೆಯಲ್ಲಿ ಸಂಪರ್ಕಿಸಬಹುದು. (595, 1245, 915, 1271)
signature-right: ಸಹಿ/- ಅಧ್ಯಕ್ಷರು (206, 991, 239, 1000)
ad-court-notice (458, 97, 578, 262)
ad-signature: ಸಹಿ/- ಕಾರ್ಯನಿರ್ವಾಹಕ ಅಭಿಯಂತರರು ಕರ್ನಾಟಕ ನಗರ ನೀರು ಸರಬರಾಜು ಮತ್ತು ಒಳಚರಂಡಿ ಮಂಡಳಿ, ಕಲಬುರಗಿ. (759, 752, 915, 769)
header-place: ಹುಬ್ಬಳ್ಳಿ (22, 77, 47, 88)
ad-contact-label: ಜಾಹೀರಾತಿಗಾಗಿ ಸಂಪರ್ಕಿಸಿ (255, 255, 575, 275)
table-row: 6 27 4.50 x 6.25 5,977/- 11,954/- (28, 896, 239, 907)
ad-address: ಕೆ.ಆರ್. ಪುರಂ, ಬೆಂಗಳೂರು-560023 (86, 726, 180, 734)
ad-org: ಹಂಪಿ ವಿಶ್ವ ಪರಂಪರೆ ಪ್ರದೇಶ ನಿರ್ವಹಣಾ ಪ್ರಾಧಿಕಾರ (67, 110, 199, 119)
ad-heading: –: ಟೆಂಡರ್ ಆಹ್ವಾನಿಸುವ ಸೂಚನೆ – 2ನೇ ಕರೆ :– (595, 677, 915, 691)
table-row: 2 ಸಂ: ಕೃಉಮಾಸ/ಸವ/ಕಾ.ತಾಂ/307/ 2025-26 ದಿ : 12/09/2025 APMC/2025-26/BD/WORK_INDENT663 ಸಾಮಾನ್ಯ ವರ್ಗ ರೂ.25,40,353=43 (596, 419, 915, 447)
ad-body: ಈ ಮೂಲಕ ಸಾರ್ವಜನಿಕರಿಗೆ ತಿಳಿಯಪಡಿಸುವುದೇನೆಂದರೆ, ಪ್ರಕರಣದ ವಿಚಾರಣೆ ದಿನಾಂಕ 23-10-2025 ರಂದು ಬೆಳಿಗ್ಗೆ 11.00 ಗಂಟೆಗೆ ನ್ಯಾಯಾಲಯದಲ್ಲಿ ನಡೆಯಲಿದ್ದು, ಸಂಬಂಧಪಟ್ಟವರು ಹಾಜರಾಗತಕ್ಕದ್ದು. ತಪ್ಪಿದಲ್ಲಿ ಏಕಪಕ್ಷೀಯವಾಗಿ ತೀರ್ಮಾನಿಸಲಾಗುವುದು. (463, 120, 573, 171)
ad-ref: ಸಂಖ್ಯೆ:ಹವಿಪನಿಪ್ರಾ/ಟೆ-2/2025-26 ದಿನಾಂಕ:17.09.2025 (27, 140, 239, 153)
ad-heading: ನೋಟೀಸು (504, 110, 532, 119)
ad-date-3: 3) ತಾಂತ್ರಿಕ ಬಿಡ್ ತೆರೆಯುವ ದಿನಾಂಕ: 24-09-2025 (16.30 ಗಂಟೆ) (257, 205, 415, 214)
